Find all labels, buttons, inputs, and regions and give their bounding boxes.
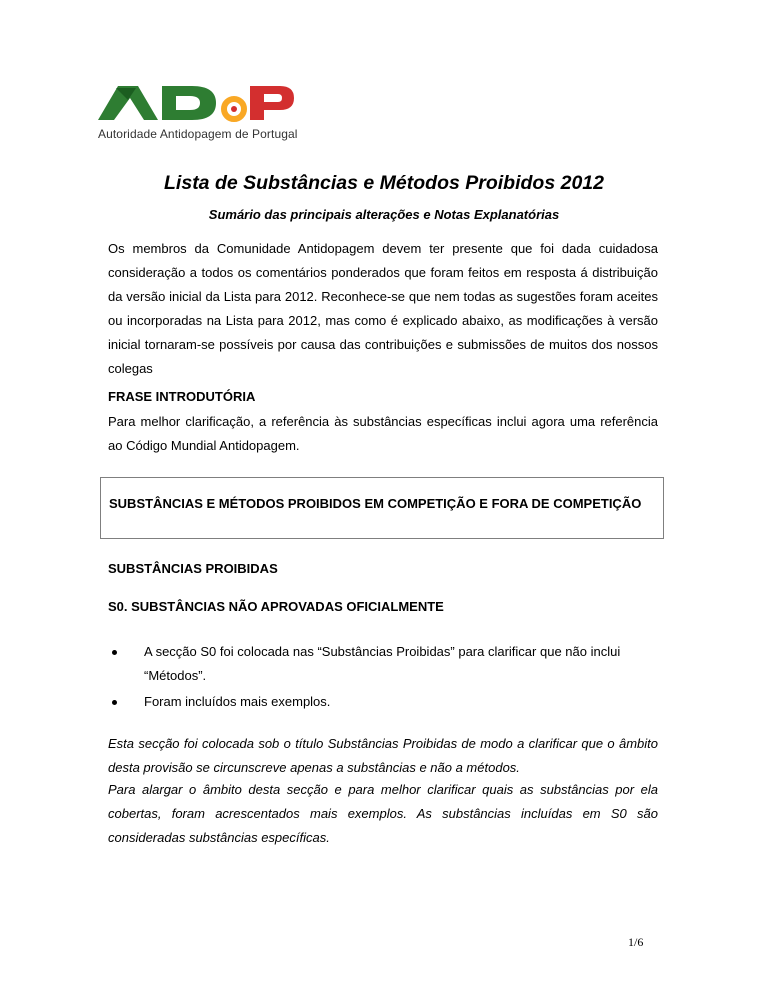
s0-bullet-list [108, 640, 660, 716]
s0-note-1: Esta secção foi colocada sob o título Substâncias Proibidas de modo a clarificar que o âmbito desta provisão se circunscreve apenas a substâncias e não a métodos. [108, 736, 658, 775]
list-item [108, 690, 660, 714]
s0-note-2: Para alargar o âmbito desta secção e para melhor clarificar quais as substâncias por ela cobertas, foram acrescentados mais exemplos. As substâncias incluídas em S0 são consideradas substâncias específicas. [108, 782, 658, 845]
document-title: Lista de Substâncias e Métodos Proibidos 2012 [164, 172, 604, 194]
adop-logo-mark [96, 78, 316, 128]
subsection-heading-s0: S0. SUBSTÂNCIAS NÃO APROVADAS OFICIALMENTE [108, 599, 444, 614]
boxed-heading-frame [100, 477, 664, 539]
document-subtitle: Sumário das principais alterações e Notas Explanatórias [208, 207, 560, 222]
page-number: 1/6 [628, 935, 644, 949]
section-heading-prohibited: SUBSTÂNCIAS PROIBIDAS [108, 561, 278, 576]
list-item-text: Foram incluídos mais exemplos. [144, 694, 331, 709]
logo-caption: Autoridade Antidopagem de Portugal [98, 127, 298, 141]
intro-paragraph: Os membros da Comunidade Antidopagem devem ter presente que foi dada cuidadosa consideração a todos os comentários ponderados que foram feitos em resposta á distribuição da versão inicial da Lista para 2012. Reconhece-se que nem todas as sugestões foram aceites ou incorporadas na Lista para 2012, mas como é explicado abaixo, as modificações à versão inicial tornaram-se possíveis por causa das contribuições e submissões de muitos dos nossos colegas [108, 241, 658, 376]
list-item [108, 640, 660, 688]
section-heading-intro: FRASE INTRODUTÓRIA [108, 389, 256, 404]
list-item-text: A secção S0 foi colocada nas “Substâncias Proibidas” para clarificar que não inclui “Métodos”. [144, 644, 621, 683]
bullet-icon [112, 650, 117, 655]
bullet-icon [112, 700, 117, 705]
section-intro-text: Para melhor clarificação, a referência às substâncias específicas inclui agora uma referência ao Código Mundial Antidopagem. [108, 414, 658, 453]
boxed-heading: SUBSTÂNCIAS E MÉTODOS PROIBIDOS EM COMPETIÇÃO E FORA DE COMPETIÇÃO [109, 496, 642, 511]
